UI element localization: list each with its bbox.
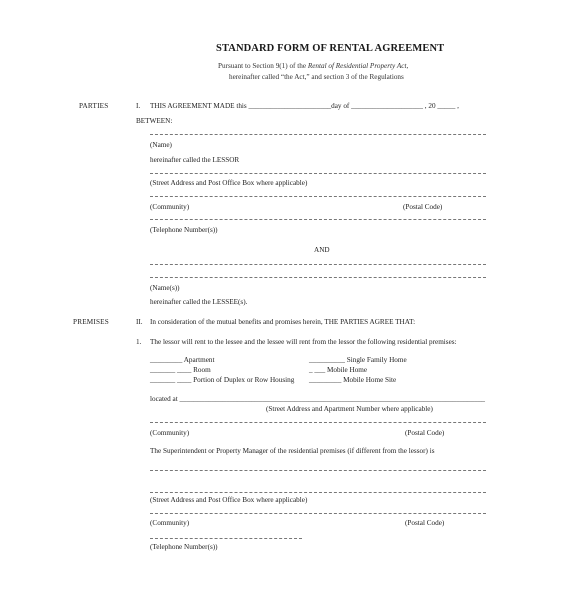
lessee-called-text: hereinafter called the LESSEE(s). (150, 298, 248, 306)
section-label-parties: PARTIES (79, 102, 109, 110)
between-label: BETWEEN: (136, 117, 173, 125)
option-single-family-home[interactable]: __________ Single Family Home (309, 356, 407, 364)
regulations-reference-line: hereinafter called “the Act,” and section 3 of the Regulations (229, 73, 404, 81)
and-separator: AND (314, 246, 330, 254)
located-at-field[interactable]: located at _____________________________________________________________________________________ (150, 395, 486, 403)
lessor-telephone-field[interactable] (150, 219, 486, 220)
act-reference-line: Pursuant to Section 9(1) of the Rental of Residential Property Act, (218, 62, 409, 70)
section-number-2: II. (136, 318, 143, 326)
lessor-community-field[interactable] (150, 196, 486, 197)
address-caption-3: (Street Address and Post Office Box where applicable) (150, 496, 308, 504)
address-apartment-caption: (Street Address and Apartment Number where applicable) (266, 405, 433, 413)
agreement-made-line[interactable]: THIS AGREEMENT MADE this _______________________day of ____________________ , 20 _____ , (150, 102, 459, 110)
section-number-1: I. (136, 102, 141, 110)
name-caption: (Name) (150, 141, 172, 149)
postal-code-caption-2: (Postal Code) (405, 429, 445, 437)
postal-code-caption: (Postal Code) (403, 203, 443, 211)
names-caption: (Name(s)) (150, 284, 180, 292)
community-caption-3: (Community) (150, 519, 190, 527)
option-mobile-home-site[interactable]: _________ Mobile Home Site (309, 376, 397, 384)
option-mobile-home[interactable]: _ ___ Mobile Home (309, 366, 368, 374)
option-duplex[interactable]: _______ ____ Portion of Duplex or Row Housing (150, 376, 295, 384)
telephone-caption: (Telephone Number(s)) (150, 226, 218, 234)
lessor-called-text: hereinafter called the LESSOR (150, 156, 240, 164)
premises-community-field[interactable] (150, 422, 486, 423)
option-apartment[interactable]: _________ Apartment (150, 356, 215, 364)
telephone-caption-3: (Telephone Number(s)) (150, 543, 218, 551)
section-label-premises: PREMISES (73, 318, 109, 326)
superintendent-name-field[interactable] (150, 470, 486, 471)
community-caption: (Community) (150, 203, 190, 211)
premises-item-text: The lessor will rent to the lessee and the lessee will rent from the lessor the following residential premises: (150, 338, 457, 346)
item-number-1: 1. (136, 338, 142, 346)
lessor-address-field[interactable] (150, 173, 486, 174)
superintendent-address-field[interactable] (150, 492, 486, 493)
superintendent-text: The Superintendent or Property Manager of the residential premises (if different from the lessor) is (150, 447, 435, 455)
document-title: STANDARD FORM OF RENTAL AGREEMENT (216, 43, 445, 54)
address-caption: (Street Address and Post Office Box where applicable) (150, 179, 308, 187)
superintendent-telephone-field[interactable] (150, 538, 302, 539)
postal-code-caption-3: (Postal Code) (405, 519, 445, 527)
superintendent-community-field[interactable] (150, 513, 486, 514)
lessee-name-field-2[interactable] (150, 277, 486, 278)
option-room[interactable]: _______ ____ Room (150, 366, 211, 374)
lessor-name-field[interactable] (150, 134, 486, 135)
premises-intro-text: In consideration of the mutual benefits and promises herein, THE PARTIES AGREE THAT: (150, 318, 416, 326)
lessee-name-field-1[interactable] (150, 264, 486, 265)
community-caption-2: (Community) (150, 429, 190, 437)
